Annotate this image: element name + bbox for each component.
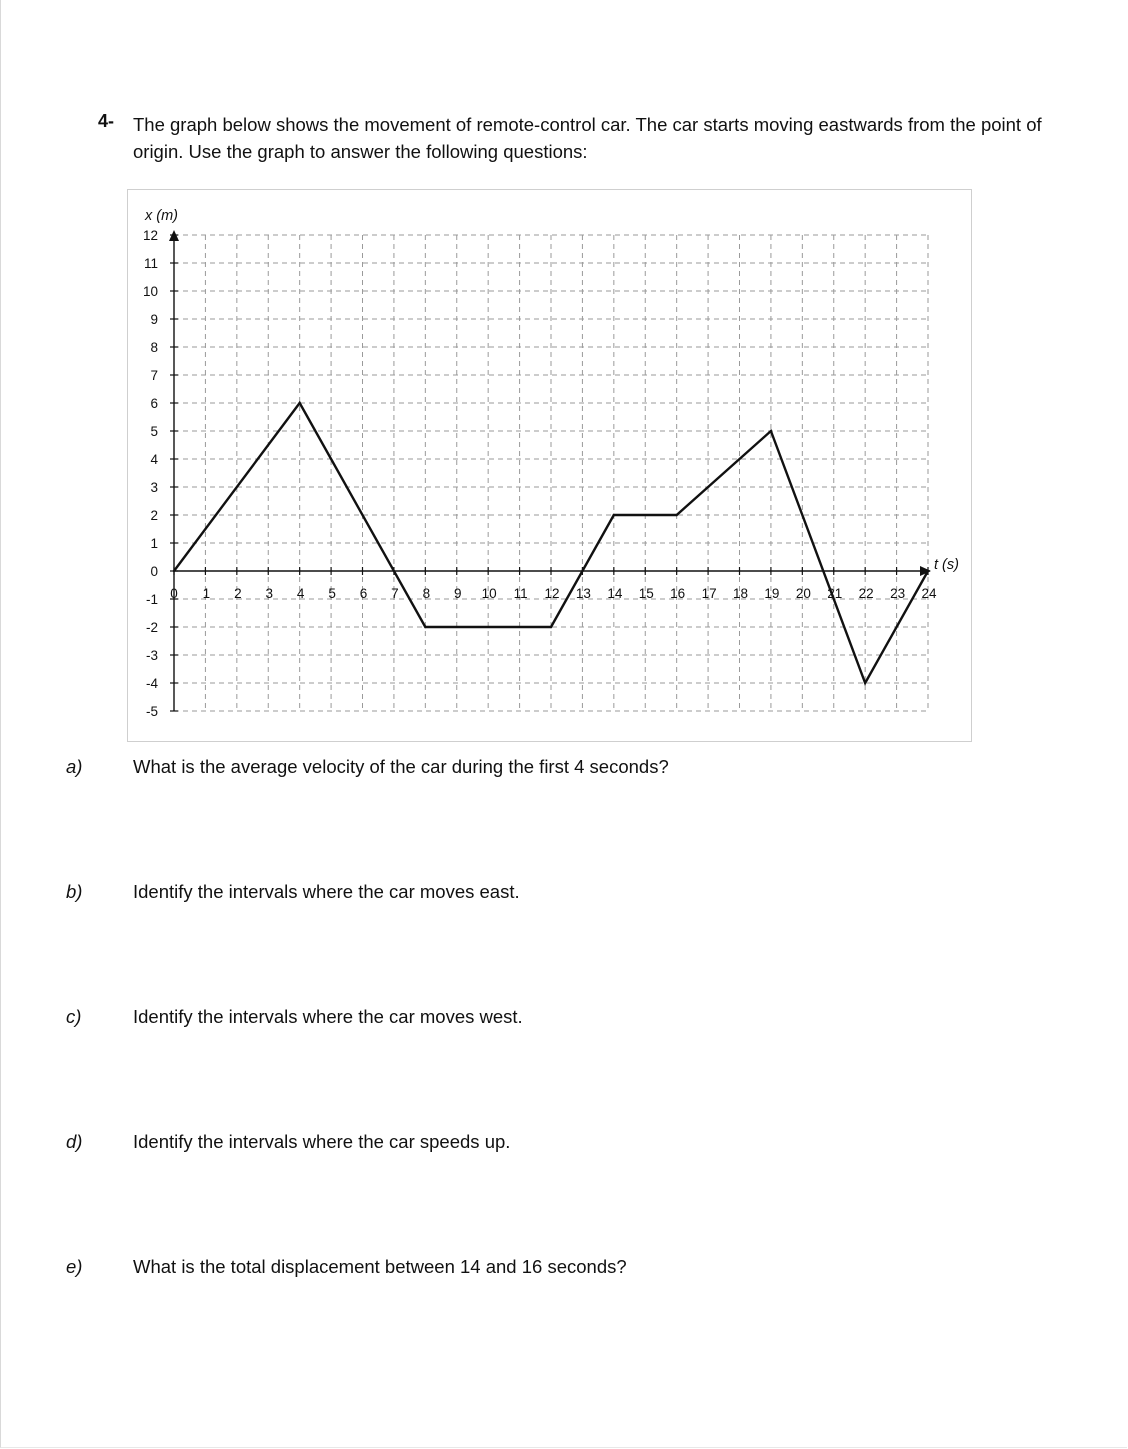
subquestion-label: e) [66,1256,83,1277]
x-tick-label: 7 [391,586,399,601]
x-tick-label: 5 [328,586,336,601]
x-tick-label: 22 [858,586,874,601]
x-tick-label: 18 [732,586,749,601]
x-tick-label: 2 [234,586,242,601]
chart-svg [128,190,973,743]
x-tick-label: 13 [575,586,591,601]
data-point [927,570,929,572]
y-tick-label: 0 [150,564,158,579]
y-tick-label: -1 [145,592,158,607]
x-tick-label: 6 [359,586,368,601]
y-tick-label: -3 [145,648,158,663]
y-tick-label: 10 [142,284,158,299]
data-point [298,402,300,404]
y-tick-label: 6 [150,396,158,411]
question-text: The graph below shows the movement of remote-control car. The car starts moving eastwards from the point of origin. Use the graph to answer the following questions: [133,114,1042,162]
x-tick-label: 24 [921,586,937,601]
grid-layer [174,235,928,711]
x-tick-label: 21 [827,586,843,601]
y-tick-label: 7 [150,368,158,383]
y-tick-label: 8 [150,340,158,355]
tick-layer [170,235,928,711]
x-tick-label: 15 [638,586,654,601]
subquestion-label: a) [66,756,83,777]
y-tick-label: 9 [150,312,158,327]
data-point [770,430,772,432]
y-axis-title: x (m) [145,208,179,224]
x-tick-label: 0 [170,586,178,601]
data-point [864,682,866,684]
y-tick-label: 5 [150,424,158,439]
x-tick-label: 14 [607,586,623,601]
x-tick-label: 1 [202,586,211,601]
y-tick-label: 11 [143,256,158,271]
x-tick-label: 20 [795,586,811,601]
y-tick-label: -5 [145,704,158,719]
position-time-graph [127,189,972,742]
subquestion-text: What is the average velocity of the car during the first 4 seconds? [133,756,669,777]
y-tick-label: 2 [150,508,158,523]
subquestion-text: What is the total displacement between 14 and 16 seconds? [133,1256,627,1277]
subquestion-label: c) [66,1006,82,1027]
x-tick-label: 16 [670,586,686,601]
data-point [173,570,175,572]
axis-layer [169,230,931,711]
subquestion-text: Identify the intervals where the car moves east. [133,881,520,902]
data-point [675,514,677,516]
y-tick-label: -2 [145,620,158,635]
x-axis-title: t (s) [934,557,959,573]
x-tick-label: 17 [701,586,717,601]
subquestion-label: b) [66,881,83,902]
x-tick-label: 3 [265,586,274,601]
subquestion-text: Identify the intervals where the car moves west. [133,1006,523,1027]
y-tick-label: 12 [142,228,158,243]
x-tick-label: 11 [513,586,528,601]
question-number: 4- [98,111,115,131]
data-point [550,626,552,628]
y-tick-label: -4 [145,676,158,691]
y-tick-label: 4 [150,452,158,467]
x-tick-label: 9 [453,586,462,601]
x-tick-label: 8 [422,586,431,601]
y-tick-label: 1 [150,536,158,551]
data-point [424,626,426,628]
x-tick-label: 12 [544,586,560,601]
subquestion-text: Identify the intervals where the car speeds up. [133,1131,511,1152]
x-tick-label: 19 [764,586,780,601]
data-point [613,514,615,516]
y-tick-label: 3 [150,480,158,495]
x-tick-label: 23 [890,586,906,601]
x-tick-label: 4 [296,586,305,601]
x-tick-label: 10 [481,586,497,601]
subquestion-label: d) [66,1131,83,1152]
